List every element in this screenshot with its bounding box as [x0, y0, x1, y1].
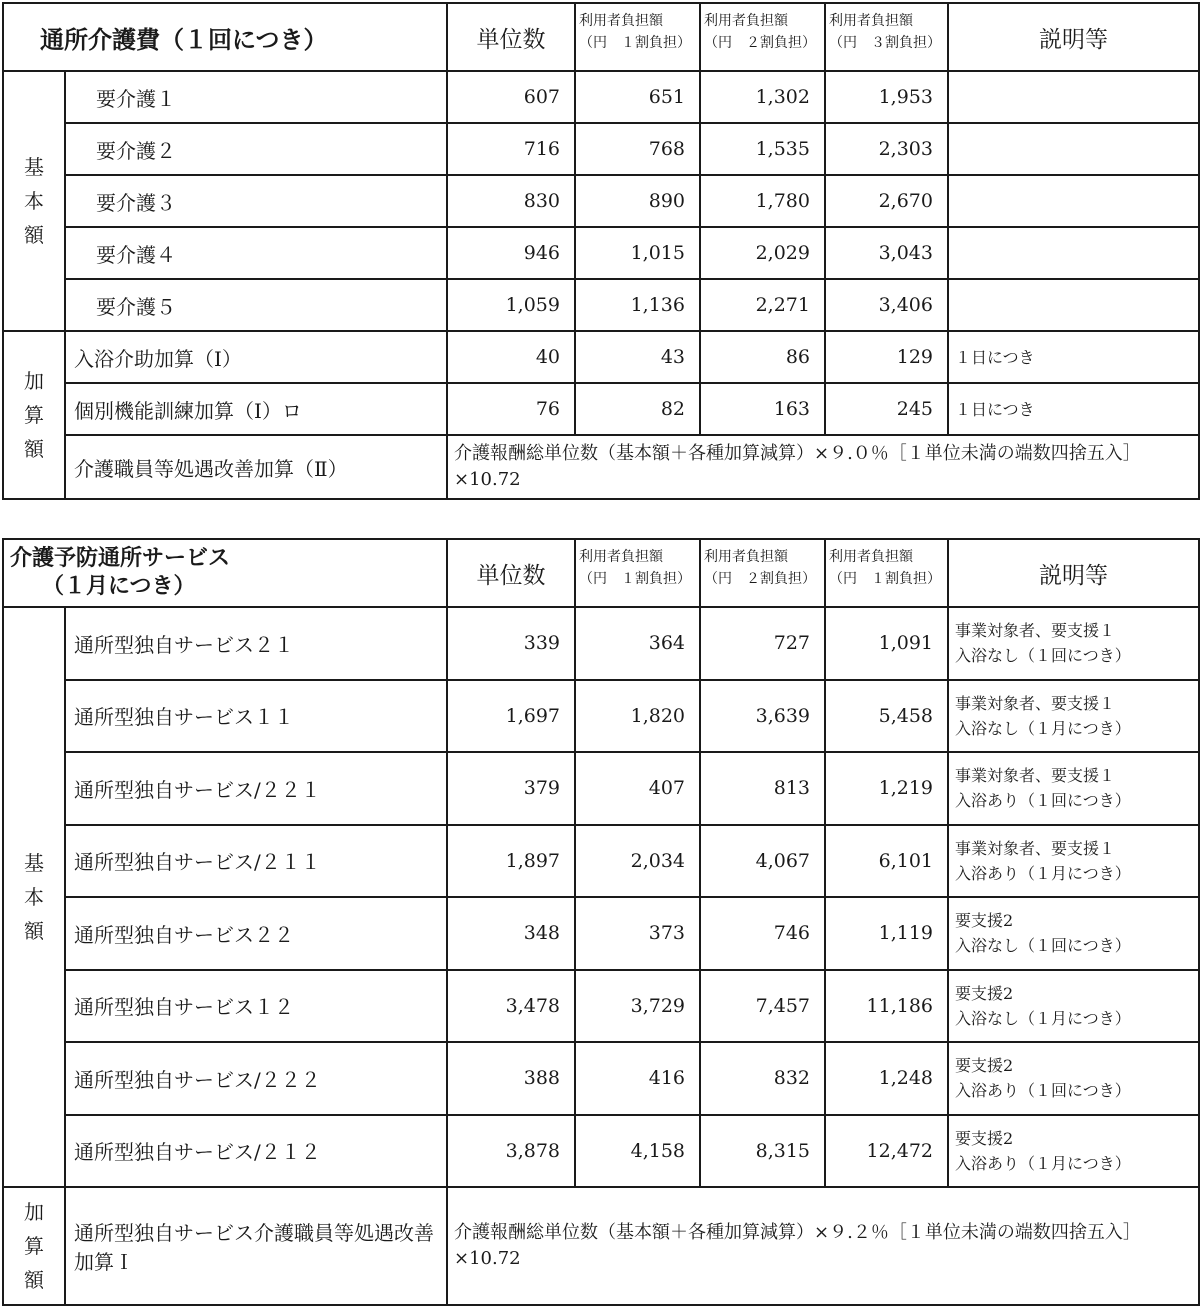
table-row — [3, 1115, 1199, 1188]
value-units: 830 — [447, 175, 575, 227]
value-b3: 1,953 — [825, 71, 948, 123]
table-row — [3, 175, 1199, 227]
value-units: 3,478 — [447, 970, 575, 1043]
table-row — [3, 607, 1199, 680]
value-b2: 813 — [700, 752, 825, 825]
value-b3: 3,406 — [825, 279, 948, 331]
item-description — [948, 175, 1199, 227]
value-b1: 3,729 — [575, 970, 700, 1043]
value-b1: 1,015 — [575, 227, 700, 279]
item-description: 事業対象者、要支援１ 入浴なし（１回につき） — [948, 607, 1199, 680]
item-description — [948, 123, 1199, 175]
value-b1: 651 — [575, 71, 700, 123]
prevention-fee-table — [2, 538, 1200, 1306]
item-description: 事業対象者、要支援１ 入浴あり（１月につき） — [948, 825, 1199, 898]
table-row — [3, 331, 1199, 383]
value-b1: 2,034 — [575, 825, 700, 898]
description-header: 説明等 — [948, 3, 1199, 71]
value-units: 1,059 — [447, 279, 575, 331]
value-b3: 3,043 — [825, 227, 948, 279]
item-description: １日につき — [948, 331, 1199, 383]
value-b3: 5,458 — [825, 680, 948, 753]
item-description: 要支援2 入浴なし（１月につき） — [948, 970, 1199, 1043]
item-description: 要支援2 入浴あり（１月につき） — [948, 1115, 1199, 1188]
description-header: 説明等 — [948, 539, 1199, 607]
value-b3: 245 — [825, 383, 948, 435]
value-b2: 4,067 — [700, 825, 825, 898]
value-b2: 86 — [700, 331, 825, 383]
value-b1: 43 — [575, 331, 700, 383]
value-b2: 1,535 — [700, 123, 825, 175]
table-row — [3, 279, 1199, 331]
value-units: 607 — [447, 71, 575, 123]
item-name: 通所型独自サービス/２１２ — [65, 1115, 447, 1188]
value-units: 716 — [447, 123, 575, 175]
value-b2: 832 — [700, 1042, 825, 1115]
care-fee-table — [2, 2, 1200, 500]
item-name: 要介護３ — [65, 175, 447, 227]
value-units: 76 — [447, 383, 575, 435]
value-b3: 2,303 — [825, 123, 948, 175]
table-row — [3, 970, 1199, 1043]
item-name: 通所型独自サービス１１ — [65, 680, 447, 753]
value-b2: 3,639 — [700, 680, 825, 753]
table-row — [3, 825, 1199, 898]
value-b1: 407 — [575, 752, 700, 825]
item-name: 通所型独自サービス介護職員等処遇改善加算Ｉ — [65, 1187, 447, 1305]
value-b2: 1,302 — [700, 71, 825, 123]
value-b3: 129 — [825, 331, 948, 383]
value-units: 339 — [447, 607, 575, 680]
value-b1: 1,136 — [575, 279, 700, 331]
units-header: 単位数 — [447, 3, 575, 71]
value-b2: 2,029 — [700, 227, 825, 279]
value-b2: 7,457 — [700, 970, 825, 1043]
item-name: 要介護２ — [65, 123, 447, 175]
value-b2: 746 — [700, 897, 825, 970]
table-row — [3, 752, 1199, 825]
value-b1: 1,820 — [575, 680, 700, 753]
value-units: 1,697 — [447, 680, 575, 753]
table-row — [3, 123, 1199, 175]
value-units: 348 — [447, 897, 575, 970]
item-description: 要支援2 入浴あり（１回につき） — [948, 1042, 1199, 1115]
value-b3: 1,219 — [825, 752, 948, 825]
table-title: 通所介護費（１回につき） — [3, 3, 447, 71]
item-description: 要支援2 入浴なし（１回につき） — [948, 897, 1199, 970]
value-b2: 1,780 — [700, 175, 825, 227]
item-name: 入浴介助加算（Ⅰ） — [65, 331, 447, 383]
value-b1: 4,158 — [575, 1115, 700, 1188]
value-b3: 1,091 — [825, 607, 948, 680]
burden2-header: 利用者負担額 （円 ２割負担） — [700, 539, 825, 607]
table-row — [3, 897, 1199, 970]
section-label: 加 算 額 — [3, 1187, 65, 1305]
burden2-header: 利用者負担額 （円 ２割負担） — [700, 3, 825, 71]
value-b3: 1,119 — [825, 897, 948, 970]
section-label: 基 本 額 — [3, 607, 65, 1187]
table-title: 介護予防通所サービス （１月につき） — [3, 539, 447, 607]
item-name: 通所型独自サービス２１ — [65, 607, 447, 680]
item-name: 通所型独自サービス１２ — [65, 970, 447, 1043]
value-b3: 1,248 — [825, 1042, 948, 1115]
item-name: 要介護１ — [65, 71, 447, 123]
section-label: 基 本 額 — [3, 71, 65, 331]
value-b3: 11,186 — [825, 970, 948, 1043]
item-name: 要介護５ — [65, 279, 447, 331]
burden1-header: 利用者負担額 （円 １割負担） — [575, 539, 700, 607]
item-name: 介護職員等処遇改善加算（Ⅱ） — [65, 435, 447, 499]
table-row — [3, 71, 1199, 123]
value-b1: 768 — [575, 123, 700, 175]
table-row — [3, 1042, 1199, 1115]
value-b1: 82 — [575, 383, 700, 435]
value-b2: 163 — [700, 383, 825, 435]
value-b3: 2,670 — [825, 175, 948, 227]
item-name: 通所型独自サービス/２２１ — [65, 752, 447, 825]
value-units: 40 — [447, 331, 575, 383]
value-b1: 416 — [575, 1042, 700, 1115]
table-row — [3, 227, 1199, 279]
item-name: 要介護４ — [65, 227, 447, 279]
item-description: １日につき — [948, 383, 1199, 435]
item-name: 通所型独自サービス/２２２ — [65, 1042, 447, 1115]
value-units: 1,897 — [447, 825, 575, 898]
burden1-header: 利用者負担額 （円 １割負担） — [575, 3, 700, 71]
value-b3: 6,101 — [825, 825, 948, 898]
table-row — [3, 435, 1199, 499]
table-row — [3, 383, 1199, 435]
burden3-header: 利用者負担額 （円 １割負担） — [825, 539, 948, 607]
value-units: 388 — [447, 1042, 575, 1115]
item-description — [948, 279, 1199, 331]
formula-text: 介護報酬総単位数（基本額＋各種加算減算）×９.２％［１単位未満の端数四捨五入］×10.72 — [447, 1187, 1199, 1305]
item-description — [948, 71, 1199, 123]
value-units: 946 — [447, 227, 575, 279]
table-row — [3, 1187, 1199, 1305]
value-units: 379 — [447, 752, 575, 825]
value-b2: 727 — [700, 607, 825, 680]
section-label: 加 算 額 — [3, 331, 65, 499]
burden3-header: 利用者負担額 （円 ３割負担） — [825, 3, 948, 71]
item-name: 通所型独自サービス/２１１ — [65, 825, 447, 898]
table-row — [3, 680, 1199, 753]
value-b2: 2,271 — [700, 279, 825, 331]
item-name: 通所型独自サービス２２ — [65, 897, 447, 970]
value-b1: 364 — [575, 607, 700, 680]
value-b1: 373 — [575, 897, 700, 970]
item-description — [948, 227, 1199, 279]
item-description: 事業対象者、要支援１ 入浴なし（１月につき） — [948, 680, 1199, 753]
units-header: 単位数 — [447, 539, 575, 607]
item-description: 事業対象者、要支援１ 入浴あり（１回につき） — [948, 752, 1199, 825]
value-b2: 8,315 — [700, 1115, 825, 1188]
value-units: 3,878 — [447, 1115, 575, 1188]
formula-text: 介護報酬総単位数（基本額＋各種加算減算）×９.０％［１単位未満の端数四捨五入］×10.72 — [447, 435, 1199, 499]
value-b1: 890 — [575, 175, 700, 227]
item-name: 個別機能訓練加算（Ⅰ）ロ — [65, 383, 447, 435]
value-b3: 12,472 — [825, 1115, 948, 1188]
